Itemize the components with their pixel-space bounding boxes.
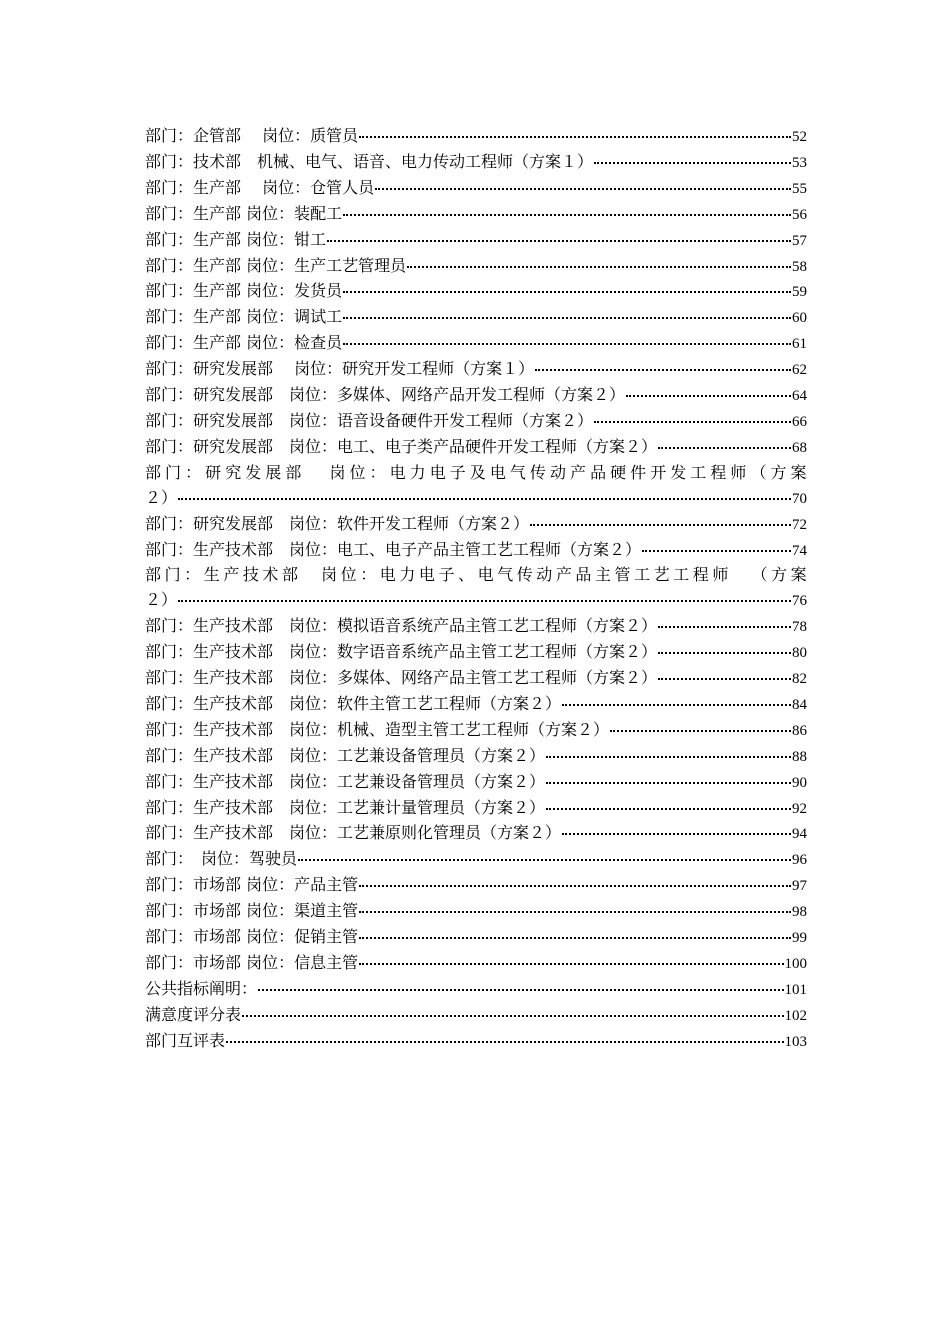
toc-page-number: 103	[784, 1033, 807, 1050]
toc-page-number: 84	[792, 696, 807, 713]
toc-entry-title: 部门： 岗位：驾驶员	[145, 849, 298, 869]
toc-entry[interactable]	[145, 176, 807, 202]
toc-page-number: 98	[792, 904, 807, 921]
toc-entry[interactable]	[145, 873, 807, 899]
toc-page-number: 52	[792, 129, 807, 145]
dot-leader	[546, 755, 791, 758]
toc-entry-title: 部门：生产部 岗位：仓管人员	[145, 177, 375, 197]
toc-page-number: 64	[792, 388, 807, 405]
toc-entry-title: 部门：生产技术部 岗位：电工、电子产品主管工艺工程师（方案２）	[145, 539, 642, 559]
toc-page-number: 76	[792, 593, 807, 610]
toc-page-number: 96	[792, 852, 807, 869]
toc-entry[interactable]	[145, 770, 807, 796]
toc-page-number: 68	[792, 439, 807, 456]
toc-entry[interactable]	[145, 1029, 807, 1055]
toc-entry-title-line: 部 门 ： 研 究 发 展 部 岗 位 ： 电 力 电 子 及 电 气 传 动 产 品 硬 件 开 发 工 程 师 （ 方 案	[145, 462, 807, 482]
toc-page-number: 70	[792, 490, 807, 507]
toc-entry-title: 部门：生产部 岗位：检查员	[145, 333, 343, 353]
dot-leader	[178, 497, 791, 500]
toc-entry-title: 部门互评表	[145, 1030, 226, 1050]
toc-entry[interactable]	[145, 1003, 807, 1029]
dot-leader	[594, 161, 791, 164]
dot-leader	[562, 703, 791, 706]
toc-page-number: 86	[792, 722, 807, 739]
toc-entry-title: 部门：生产技术部 岗位：机械、造型主管工艺工程师（方案２）	[145, 719, 610, 739]
toc-entry[interactable]	[145, 538, 807, 564]
toc-entry-title: 部门：研究发展部 岗位：电工、电子类产品硬件开发工程师（方案２）	[145, 436, 658, 456]
toc-entry-title: 部门：生产技术部 岗位：模拟语音系统产品主管工艺工程师（方案２）	[145, 616, 658, 636]
toc-entry-title: 部门：市场部 岗位：产品主管	[145, 875, 359, 895]
toc-entry-title: 公共指标阐明：	[145, 978, 258, 998]
toc-entry[interactable]	[145, 202, 807, 228]
toc-entry-title: 部门：生产部 岗位：钳工	[145, 229, 327, 249]
dot-leader	[359, 962, 783, 965]
toc-entry[interactable]	[145, 614, 807, 640]
dot-leader	[626, 394, 791, 397]
toc-entry[interactable]	[145, 821, 807, 847]
dot-leader	[343, 316, 791, 319]
toc-entry[interactable]	[145, 899, 807, 925]
toc-entry[interactable]	[145, 254, 807, 280]
dot-leader	[658, 651, 791, 654]
toc-entry-title: 部门：生产技术部 岗位：软件主管工艺工程师（方案２）	[145, 693, 562, 713]
toc-entry-title: 部门：市场部 岗位：渠道主管	[145, 901, 359, 921]
toc-page-number: 99	[792, 930, 807, 947]
dot-leader	[242, 1014, 783, 1017]
dot-leader	[359, 936, 791, 939]
toc-entry[interactable]	[145, 512, 807, 538]
toc-page-number: 62	[792, 362, 807, 379]
toc-entry-title: 部门：研究发展部 岗位：研究开发工程师（方案１）	[145, 359, 535, 379]
toc-page-number: 60	[792, 310, 807, 327]
dot-leader	[343, 290, 791, 293]
toc-page-number: 53	[792, 154, 807, 171]
dot-leader	[327, 239, 791, 242]
toc-page-number: 101	[784, 981, 807, 998]
toc-entry-title: 部门：生产技术部 岗位：工艺兼设备管理员（方案２）	[145, 771, 546, 791]
dot-leader	[658, 625, 791, 628]
toc-page-number: 57	[792, 232, 807, 249]
toc-page-number: 94	[792, 826, 807, 843]
toc-entry-title: 部门：生产部 岗位：调试工	[145, 307, 343, 327]
toc-entry-title: 部门：市场部 岗位：信息主管	[145, 953, 359, 972]
dot-leader	[258, 988, 783, 991]
toc-entry[interactable]	[145, 331, 807, 357]
toc-entry[interactable]	[145, 435, 807, 461]
dot-leader	[562, 832, 791, 835]
toc-page-number: 56	[792, 206, 807, 223]
toc-entry[interactable]	[145, 718, 807, 744]
toc-page-number: 61	[792, 336, 807, 353]
toc-page-number: 97	[792, 878, 807, 895]
toc-entry[interactable]	[145, 951, 807, 977]
toc-entry-title: ２）	[145, 487, 178, 507]
dot-leader	[359, 884, 791, 887]
toc-entry[interactable]	[145, 666, 807, 692]
toc-entry-title: 满意度评分表	[145, 1004, 242, 1024]
toc-page-number: 80	[792, 645, 807, 662]
toc-page-number: 90	[792, 774, 807, 791]
toc-entry[interactable]	[145, 977, 807, 1003]
toc-entry[interactable]	[145, 925, 807, 951]
dot-leader	[546, 807, 791, 810]
dot-leader	[298, 858, 791, 861]
toc-entry-title: 部门：研究发展部 岗位：软件开发工程师（方案２）	[145, 513, 530, 533]
dot-leader	[226, 1040, 783, 1043]
toc-page-number: 66	[792, 413, 807, 430]
toc-entry[interactable]	[145, 640, 807, 666]
toc-page-number: 88	[792, 748, 807, 765]
dot-leader	[546, 781, 791, 784]
toc-entry[interactable]	[145, 847, 807, 873]
toc-entry[interactable]	[145, 305, 807, 331]
dot-leader	[359, 135, 791, 138]
toc-entry-title: 部门：技术部 机械、电气、语音、电力传动工程师（方案１）	[145, 151, 594, 171]
toc-entry[interactable]	[145, 744, 807, 770]
toc-entry[interactable]	[145, 461, 807, 512]
toc-page-number: 102	[784, 1007, 807, 1024]
toc-entry-title: ２）	[145, 590, 178, 610]
dot-leader	[343, 342, 791, 345]
toc-entry-title: 部门：生产技术部 岗位：工艺兼原则化管理员（方案２）	[145, 823, 562, 843]
toc-page-number: 58	[792, 258, 807, 275]
toc-entry-title: 部门：生产部 岗位：发货员	[145, 281, 343, 301]
dot-leader	[642, 549, 791, 552]
dot-leader	[407, 265, 791, 268]
toc-page-number: 100	[784, 956, 807, 972]
toc-entry[interactable]	[145, 409, 807, 435]
toc-entry[interactable]	[145, 150, 807, 176]
toc-entry[interactable]	[145, 692, 807, 718]
toc-page-number: 55	[792, 180, 807, 197]
toc-entry[interactable]	[145, 796, 807, 822]
toc-page-number: 59	[792, 284, 807, 301]
dot-leader	[343, 213, 791, 216]
dot-leader	[535, 368, 791, 371]
table-of-contents	[145, 124, 807, 1055]
toc-entry-title: 部门：市场部 岗位：促销主管	[145, 927, 359, 947]
toc-entry-title: 部门：生产技术部 岗位：工艺兼计量管理员（方案２）	[145, 797, 546, 817]
toc-entry[interactable]	[145, 124, 807, 150]
dot-leader	[530, 523, 791, 526]
toc-entry-title: 部门：研究发展部 岗位：语音设备硬件开发工程师（方案２）	[145, 410, 594, 430]
dot-leader	[658, 446, 791, 449]
dot-leader	[178, 599, 791, 602]
toc-entry-title: 部门：研究发展部 岗位：多媒体、网络产品开发工程师（方案２）	[145, 385, 626, 405]
toc-entry[interactable]	[145, 228, 807, 254]
toc-entry-title-line: 部 门 ： 生 产 技 术 部 岗 位 ： 电 力 电 子 、 电 气 传 动 产 品 主 管 工 艺 工 程 师 （ 方 案	[145, 565, 807, 585]
toc-entry-title: 部门：生产技术部 岗位：工艺兼设备管理员（方案２）	[145, 745, 546, 765]
dot-leader	[610, 729, 791, 732]
toc-entry-title: 部门：生产部 岗位：装配工	[145, 203, 343, 223]
toc-page-number: 74	[792, 542, 807, 559]
toc-page-number: 92	[792, 800, 807, 817]
dot-leader	[375, 187, 791, 190]
toc-page-number: 82	[792, 671, 807, 688]
dot-leader	[594, 420, 791, 423]
toc-page-number: 72	[792, 516, 807, 533]
dot-leader	[359, 910, 791, 913]
toc-entry[interactable]	[145, 357, 807, 383]
toc-entry-title: 部门：企管部 岗位：质管员	[145, 126, 359, 145]
dot-leader	[658, 677, 791, 680]
toc-entry[interactable]	[145, 563, 807, 614]
toc-entry-title: 部门：生产技术部 岗位：数字语音系统产品主管工艺工程师（方案２）	[145, 642, 658, 662]
toc-page-number: 78	[792, 619, 807, 636]
toc-entry[interactable]	[145, 279, 807, 305]
toc-entry[interactable]	[145, 383, 807, 409]
toc-entry-title: 部门：生产部 岗位：生产工艺管理员	[145, 255, 407, 275]
toc-entry-title: 部门：生产技术部 岗位：多媒体、网络产品主管工艺工程师（方案２）	[145, 668, 658, 688]
